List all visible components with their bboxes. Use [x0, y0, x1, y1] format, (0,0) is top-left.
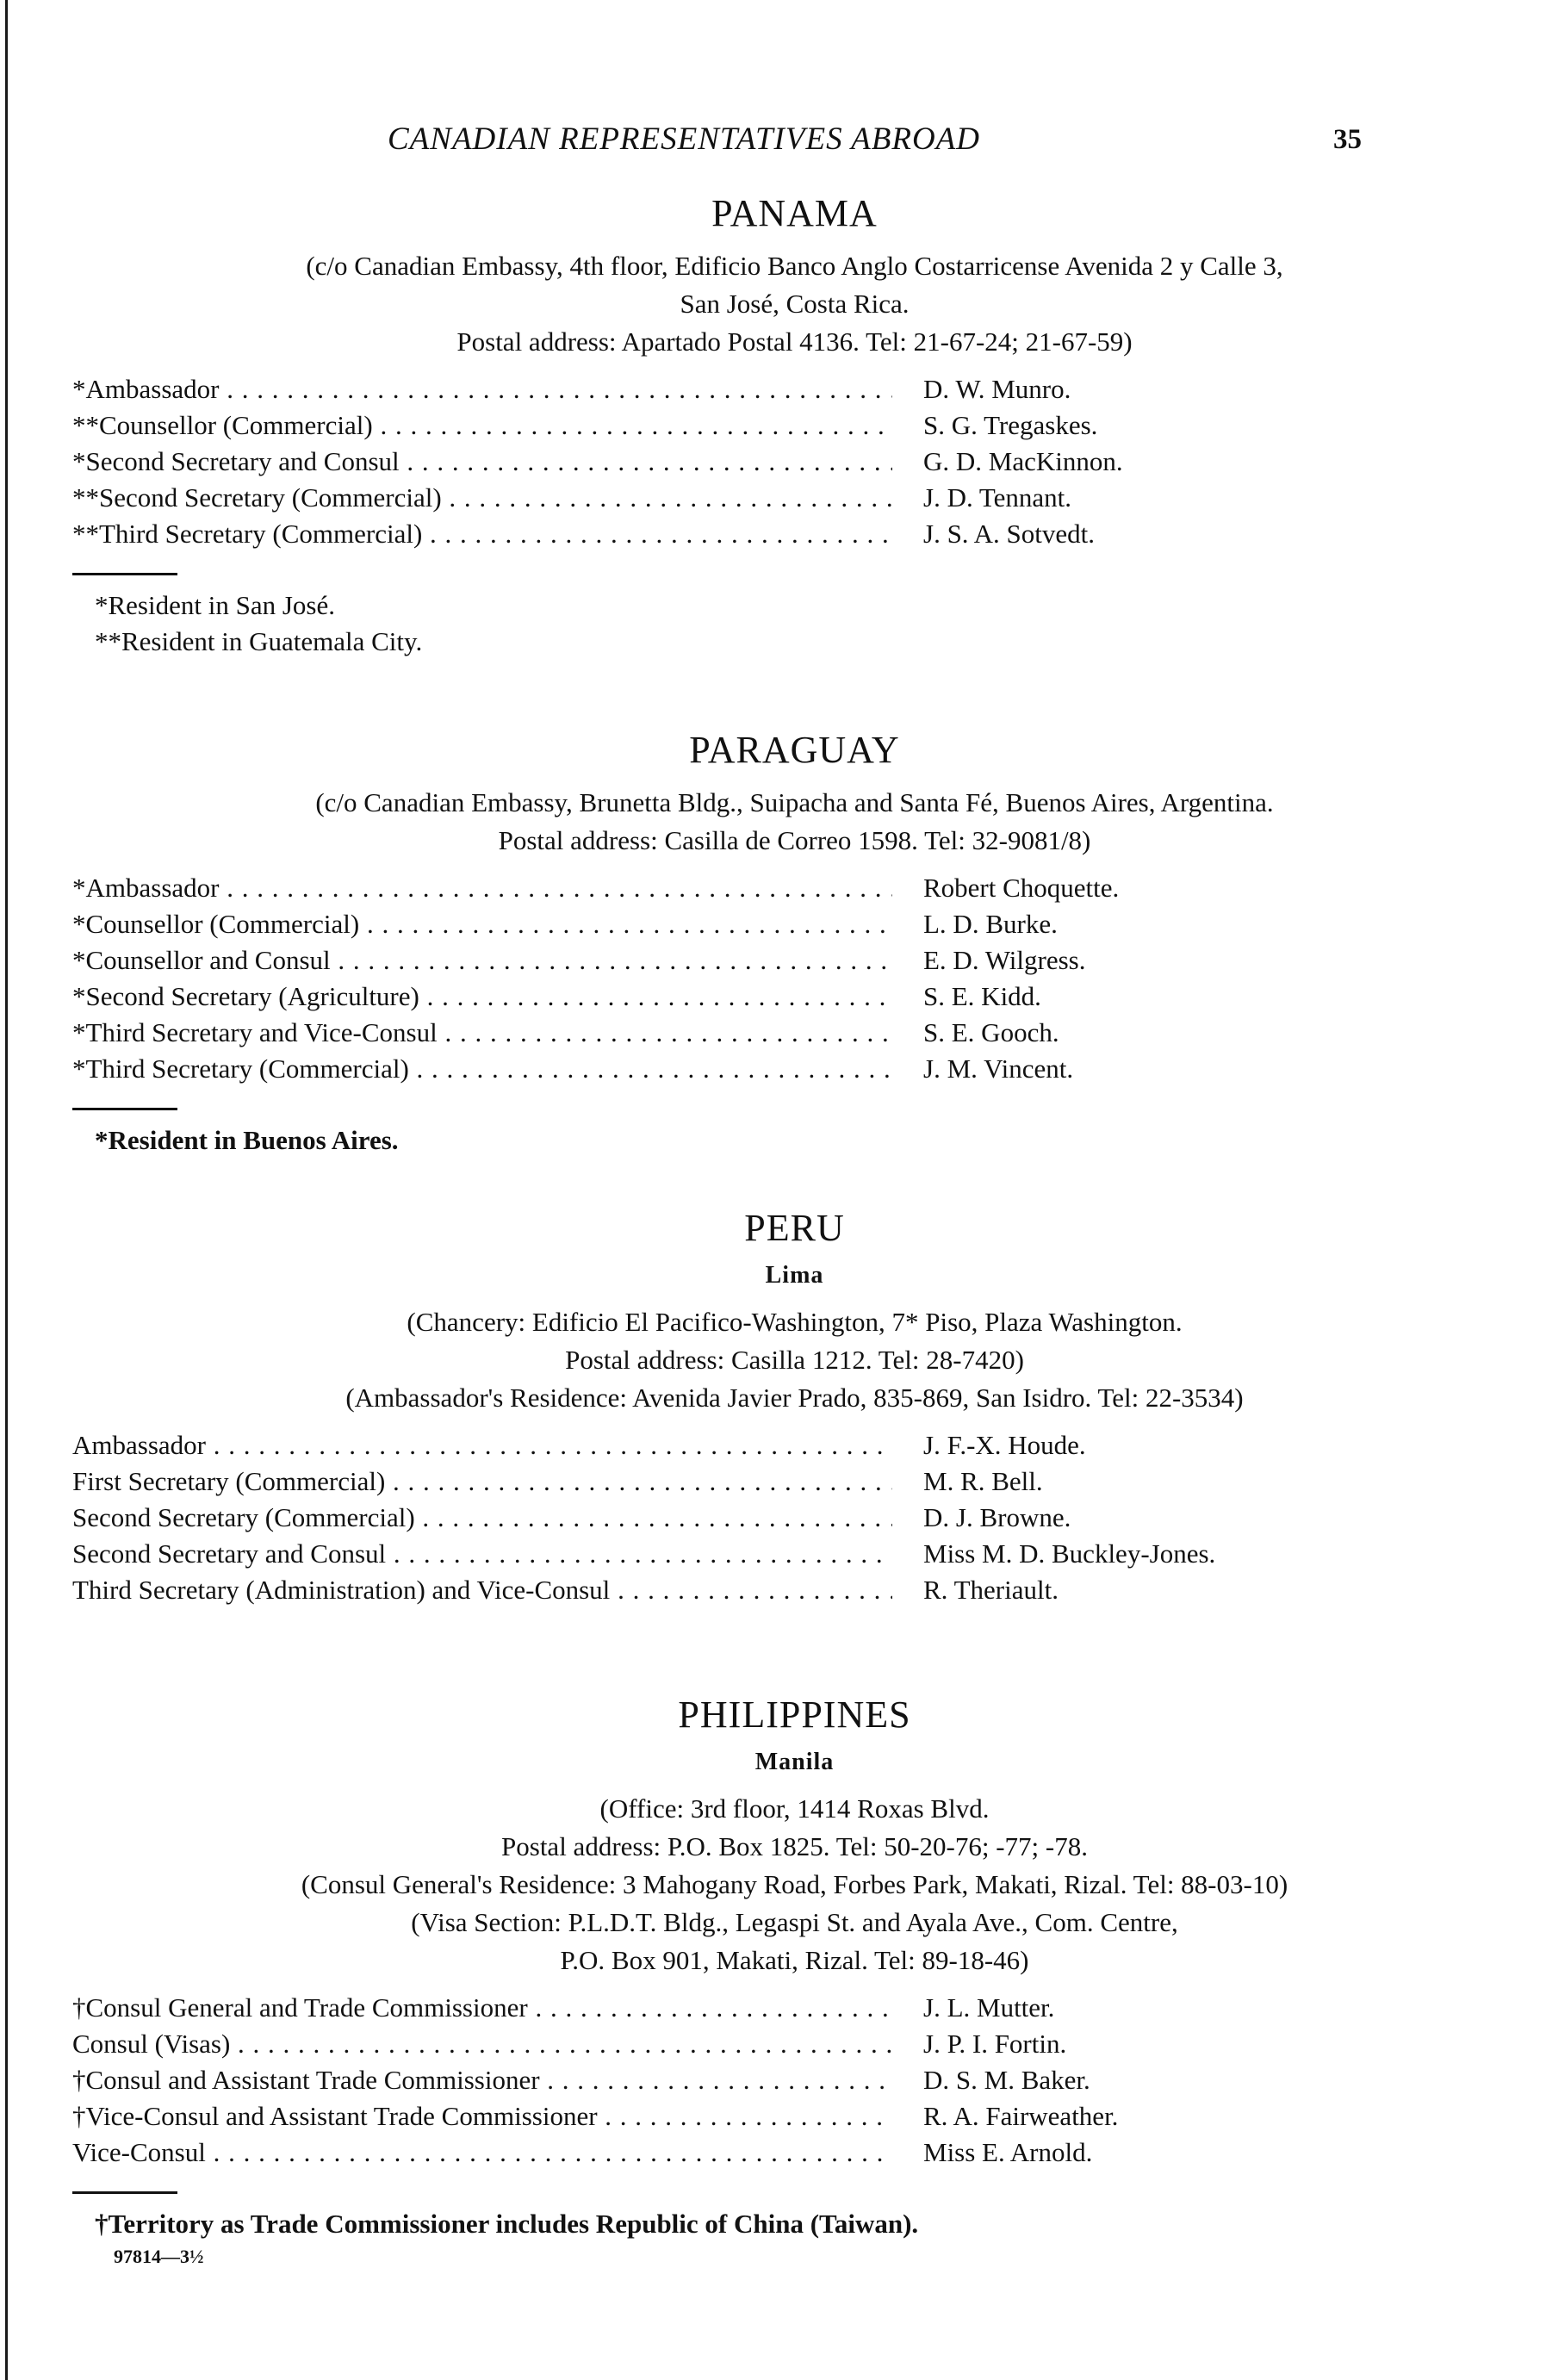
address-line: (c/o Canadian Embassy, 4th floor, Edificio Banco Anglo Costarricense Avenida 2 y Calle 3, — [306, 251, 1283, 281]
staff-row — [0, 2026, 1546, 2062]
staff-list — [0, 870, 1546, 1087]
staff-title: Second Secretary (Commercial) . . . — [72, 1500, 892, 1536]
city-heading: Manila — [754, 1749, 835, 1775]
country-heading: PHILIPPINES — [678, 1693, 911, 1736]
country-heading: PARAGUAY — [689, 729, 900, 771]
staff-row — [0, 1015, 1546, 1051]
staff-name: S. E. Kidd. — [923, 981, 1041, 1011]
staff-row — [0, 2098, 1546, 2135]
staff-title: Consul (Visas) . . . — [72, 2026, 892, 2062]
staff-name: G. D. MacKinnon. — [923, 446, 1123, 476]
running-header — [0, 121, 1546, 164]
footnote: **Resident in Guatemala City. — [95, 626, 423, 656]
staff-row — [0, 979, 1546, 1015]
staff-title: *Counsellor (Commercial) . . . — [72, 906, 892, 942]
staff-title: *Ambassador . . . — [72, 870, 892, 906]
staff-name: S. E. Gooch. — [923, 1017, 1059, 1047]
staff-name: M. R. Bell. — [923, 1466, 1043, 1496]
footnote-rule — [72, 2191, 177, 2194]
footnote: *Resident in Buenos Aires. — [95, 1125, 399, 1155]
address-line: P.O. Box 901, Makati, Rizal. Tel: 89-18-46) — [560, 1945, 1029, 1975]
staff-title: *Third Secretary and Vice-Consul . . . — [72, 1015, 892, 1051]
footnote-rule — [72, 573, 177, 575]
staff-row — [0, 870, 1546, 906]
country-heading: PANAMA — [711, 192, 878, 234]
staff-name: J. S. A. Sotvedt. — [923, 519, 1095, 549]
staff-list — [0, 1990, 1546, 2171]
address-line: (Visa Section: P.L.D.T. Bldg., Legaspi St. and Ayala Ave., Com. Centre, — [411, 1907, 1178, 1937]
address-line: Postal address: Casilla de Correo 1598. Tel: 32-9081/8) — [498, 825, 1091, 855]
staff-name: L. D. Burke. — [923, 909, 1058, 939]
staff-title: **Counsellor (Commercial) . . . — [72, 407, 892, 444]
staff-title: *Third Secretary (Commercial) . . . — [72, 1051, 892, 1087]
staff-row — [0, 942, 1546, 979]
staff-name: Miss M. D. Buckley-Jones. — [923, 1538, 1216, 1569]
staff-row — [0, 516, 1546, 552]
address-line: Postal address: Casilla 1212. Tel: 28-7420) — [565, 1345, 1024, 1375]
staff-row — [0, 1463, 1546, 1500]
staff-name: J. D. Tennant. — [923, 482, 1072, 513]
staff-name: Robert Choquette. — [923, 873, 1120, 903]
staff-title: **Third Secretary (Commercial) . . . — [72, 516, 892, 552]
address-line: Postal address: Apartado Postal 4136. Tel: 21-67-24; 21-67-59) — [456, 326, 1133, 357]
staff-title: *Ambassador . . . — [72, 371, 892, 407]
staff-name: J. F.-X. Houde. — [923, 1430, 1086, 1460]
address-line: (Consul General's Residence: 3 Mahogany Road, Forbes Park, Makati, Rizal. Tel: 88-03-10) — [301, 1869, 1288, 1899]
staff-title: *Second Secretary and Consul . . . — [72, 444, 892, 480]
running-title: CANADIAN REPRESENTATIVES ABROAD — [388, 121, 981, 157]
address-line: (c/o Canadian Embassy, Brunetta Bldg., Suipacha and Santa Fé, Buenos Aires, Argentina. — [315, 787, 1274, 817]
staff-name: J. L. Mutter. — [923, 1992, 1055, 2023]
staff-row — [0, 2062, 1546, 2098]
staff-name: D. J. Browne. — [923, 1502, 1071, 1532]
page-number: 35 — [1333, 124, 1362, 155]
staff-row — [0, 1500, 1546, 1536]
staff-title: *Counsellor and Consul . . . — [72, 942, 892, 979]
staff-title: *Second Secretary (Agriculture) . . . — [72, 979, 892, 1015]
staff-row — [0, 407, 1546, 444]
address-line: (Ambassador's Residence: Avenida Javier Prado, 835-869, San Isidro. Tel: 22-3534) — [345, 1383, 1244, 1413]
section-peru — [0, 1206, 1546, 1608]
staff-name: J. M. Vincent. — [923, 1053, 1074, 1084]
staff-row — [0, 480, 1546, 516]
staff-title: Second Secretary and Consul . . . — [72, 1536, 892, 1572]
staff-title: †Consul General and Trade Commissioner . . . — [72, 1990, 892, 2026]
staff-name: D. S. M. Baker. — [923, 2065, 1090, 2095]
footnote-rule — [72, 1108, 177, 1110]
section-paraguay — [0, 728, 1546, 1159]
staff-name: Miss E. Arnold. — [923, 2137, 1093, 2167]
staff-row — [0, 906, 1546, 942]
country-heading: PERU — [744, 1207, 845, 1249]
staff-row — [0, 1427, 1546, 1463]
staff-row — [0, 1536, 1546, 1572]
staff-name: J. P. I. Fortin. — [923, 2029, 1067, 2059]
staff-row — [0, 1572, 1546, 1608]
staff-row — [0, 1051, 1546, 1087]
footnote: †Territory as Trade Commissioner includes Republic of China (Taiwan). — [95, 2209, 919, 2239]
staff-row — [0, 2135, 1546, 2171]
footnote: *Resident in San José. — [95, 590, 335, 620]
staff-title: Vice-Consul . . . — [72, 2135, 892, 2171]
address-line: (Chancery: Edificio El Pacifico-Washington, 7* Piso, Plaza Washington. — [407, 1307, 1183, 1337]
staff-row — [0, 1990, 1546, 2026]
address-line: (Office: 3rd floor, 1414 Roxas Blvd. — [599, 1793, 990, 1824]
section-philippines — [0, 1693, 1546, 2268]
staff-title: †Vice-Consul and Assistant Trade Commissioner . . . — [72, 2098, 892, 2135]
staff-list — [0, 371, 1546, 552]
staff-title: Ambassador . . . — [72, 1427, 892, 1463]
address-line: Postal address: P.O. Box 1825. Tel: 50-20-76; -77; -78. — [501, 1831, 1088, 1861]
address-line: San José, Costa Rica. — [680, 289, 910, 319]
staff-title: †Consul and Assistant Trade Commissioner . . . — [72, 2062, 892, 2098]
staff-title: **Second Secretary (Commercial) . . . — [72, 480, 892, 516]
staff-title: First Secretary (Commercial) . . . — [72, 1463, 892, 1500]
staff-list — [0, 1427, 1546, 1608]
staff-name: S. G. Tregaskes. — [923, 410, 1098, 440]
staff-name: R. Theriault. — [923, 1575, 1059, 1605]
staff-title: Third Secretary (Administration) and Vice-Consul . . . — [72, 1572, 892, 1608]
section-panama — [0, 191, 1546, 660]
staff-name: D. W. Munro. — [923, 374, 1071, 404]
city-heading: Lima — [765, 1262, 824, 1289]
staff-name: E. D. Wilgress. — [923, 945, 1086, 975]
staff-row — [0, 444, 1546, 480]
staff-name: R. A. Fairweather. — [923, 2101, 1119, 2131]
print-code: 97814—3½ — [114, 2246, 204, 2267]
staff-row — [0, 371, 1546, 407]
